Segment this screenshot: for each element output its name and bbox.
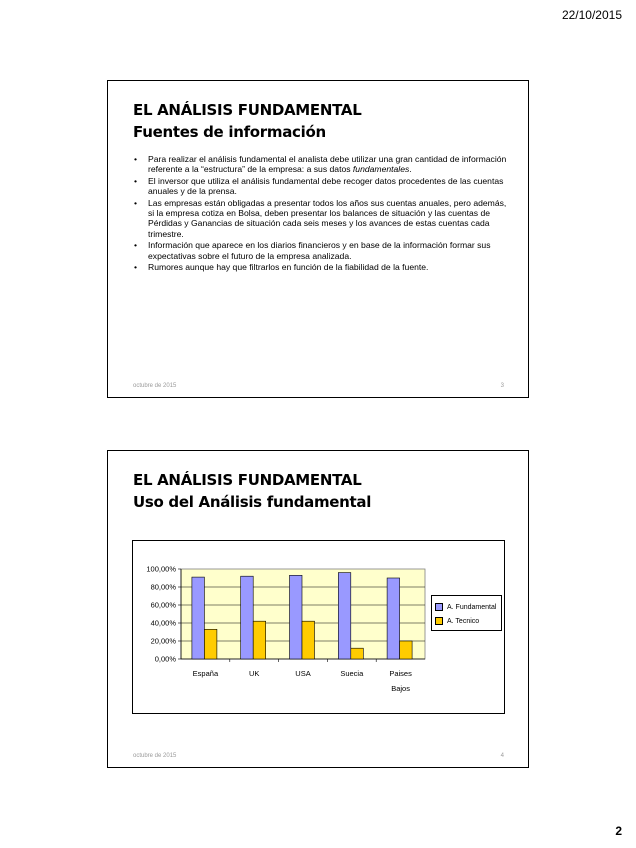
page-number: 2	[615, 824, 622, 838]
bar-fundamental	[387, 578, 400, 659]
legend-label-tecnico: A. Tecnico	[447, 617, 480, 625]
slide-title-main: EL ANÁLISIS FUNDAMENTAL	[133, 101, 362, 119]
bullet-text: Para realizar el análisis fundamental el analista debe utilizar una gran cantidad de información referente a la “estructura” de la empresa: a sus datos	[148, 154, 507, 175]
legend-item-fundamental	[435, 600, 498, 614]
bullet-item: • El inversor que utiliza el análisis fundamental debe recoger datos procedentes de las cuentas anuales y de la prensa.	[132, 176, 507, 197]
bar-tecnico	[253, 621, 266, 659]
bullet-item: • Las empresas están obligadas a presentar todos los años sus cuentas anuales, pero además, si la empresa cotiza en Bolsa, deben presentar los balances de situación y las cuentas de Pérdidas y Ganancias de situación cada seis meses y los avances de estas cuentas cada trimestre.	[132, 198, 507, 240]
bar-fundamental	[192, 577, 205, 659]
bullet-item: • Rumores aunque hay que filtrarlos en función de la fiabilidad de la fuente.	[132, 262, 507, 272]
y-tick-label: 60,00%	[150, 600, 176, 610]
legend-label-fundamental: A. Fundamental	[447, 603, 497, 611]
bar-tecnico	[400, 641, 413, 659]
bar-tecnico	[351, 648, 364, 659]
y-tick-label: 100,00%	[146, 564, 176, 574]
bullet-text: .	[409, 164, 412, 175]
slide-title-main: EL ANÁLISIS FUNDAMENTAL	[133, 471, 362, 489]
x-tick-label: Paises	[389, 669, 412, 678]
legend-swatch-fundamental	[435, 603, 443, 611]
bullet-item: • Información que aparece en los diarios financieros y en base de la información formar sus expectativas sobre el futuro de la empresa analizada.	[132, 240, 507, 261]
legend-swatch-tecnico	[435, 617, 443, 625]
y-tick-label: 20,00%	[150, 636, 176, 646]
slide-number: 4	[500, 753, 504, 759]
slide-subtitle: Fuentes de información	[133, 123, 326, 141]
page-date: 22/10/2015	[561, 8, 622, 22]
bar-tecnico	[302, 621, 315, 659]
slide-title	[133, 99, 361, 143]
x-tick-label: Bajos	[391, 684, 410, 693]
x-tick-label: Suecia	[340, 669, 364, 678]
y-tick-label: 0,00%	[154, 654, 176, 664]
slide-subtitle: Uso del Análisis fundamental	[133, 493, 372, 511]
chart-legend	[431, 595, 502, 631]
bar-fundamental	[338, 573, 351, 659]
slide-3-thumbnail	[107, 80, 529, 398]
legend-item-tecnico	[435, 614, 498, 628]
slide-title	[133, 469, 371, 513]
x-tick-label: España	[192, 669, 219, 678]
bar-fundamental	[241, 576, 254, 659]
bullet-item	[132, 154, 507, 175]
bullet-emphasis: fundamentales	[352, 164, 410, 175]
bullet-list	[132, 154, 507, 273]
slide-4-thumbnail	[107, 450, 529, 768]
y-tick-label: 40,00%	[150, 618, 176, 628]
x-tick-label: USA	[295, 669, 311, 678]
bar-tecnico	[204, 629, 217, 659]
x-tick-label: UK	[248, 669, 260, 678]
bar-fundamental	[290, 575, 303, 659]
slide-footer-date: octubre de 2015	[133, 383, 177, 389]
bar-chart	[132, 540, 505, 714]
slide-footer-date: octubre de 2015	[133, 753, 177, 759]
slide-number: 3	[500, 383, 504, 389]
y-tick-label: 80,00%	[150, 582, 176, 592]
